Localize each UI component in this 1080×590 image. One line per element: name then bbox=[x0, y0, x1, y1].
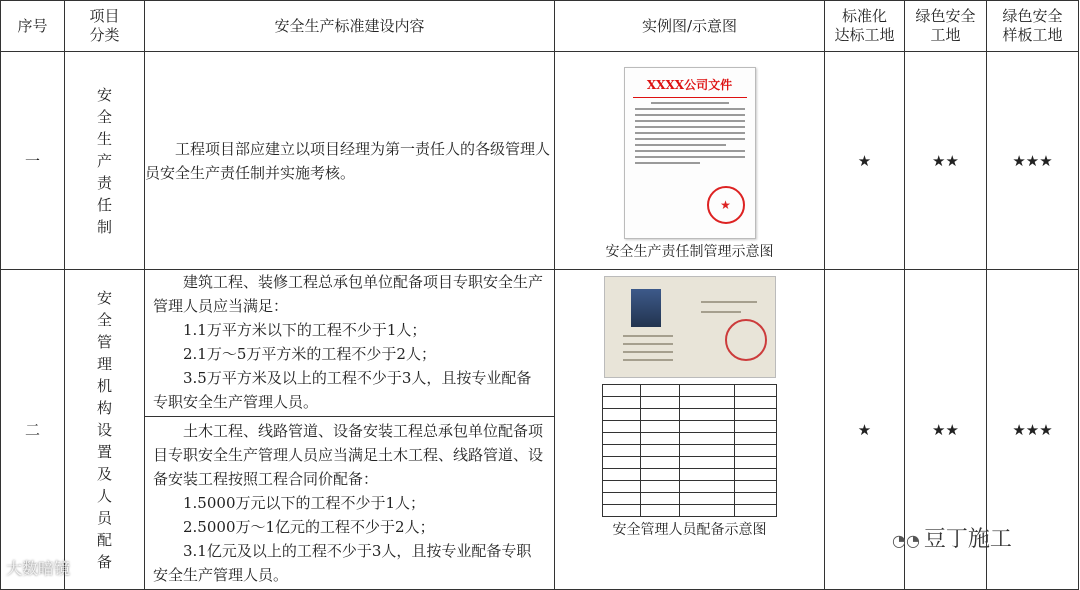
rating-green: ★★ bbox=[905, 270, 987, 590]
photo-icon bbox=[631, 289, 661, 327]
header-row bbox=[1, 1, 1079, 52]
row-example bbox=[555, 270, 825, 590]
row-example bbox=[555, 52, 825, 270]
rating-model: ★★★ bbox=[987, 52, 1079, 270]
content-block-civil: 土木工程、线路管道、设备安装工程总承包单位配备项目专职安全生产管理人员应当满足土木工程、线路管道、设备安装工程按照工程合同价配备： 1.5000万元以下的工程不少于1人； 2.5000万～1亿元的工程不少于2人； 3.1亿元及以上的工程不少于3人，且按专业配备专职安全生产管理人员。 bbox=[153, 422, 544, 584]
header-content: 安全生产标准建设内容 bbox=[145, 1, 555, 52]
rating-standard: ★ bbox=[825, 270, 905, 590]
row-category: 安全管理机构设置及人员配备 bbox=[65, 270, 145, 590]
example-caption: 安全生产责任制管理示意图 bbox=[605, 243, 774, 260]
row-content bbox=[145, 52, 555, 270]
rating-model: ★★★ bbox=[987, 270, 1079, 590]
row-index: 二 bbox=[1, 270, 65, 590]
row-index: 一 bbox=[1, 52, 65, 270]
certificate-image bbox=[604, 276, 776, 378]
example-caption: 安全管理人员配备示意图 bbox=[612, 522, 767, 538]
watermark-left: 大数暗镜 bbox=[6, 559, 71, 578]
header-level-model: 绿色安全 样板工地 bbox=[987, 1, 1079, 52]
rating-standard: ★ bbox=[825, 52, 905, 270]
document-title: XXXX公司文件 bbox=[646, 77, 733, 92]
document-image bbox=[624, 67, 756, 239]
content-paragraph: 工程项目部应建立以项目经理为第一责任人的各级管理人员安全生产责任制并实施考核。 bbox=[145, 139, 551, 182]
content-block-building: 建筑工程、装修工程总承包单位配备项目专职安全生产管理人员应当满足： 1.1万平方米以下的工程不少于1人； 2.1万～5万平方米的工程不少于2人； 3.5万平方米及以上的工程不少于3人，且按专业配备专职安全生产管理人员。 bbox=[145, 270, 554, 417]
seal-icon: ★ bbox=[707, 186, 745, 224]
row-content bbox=[145, 270, 555, 590]
rating-green: ★★ bbox=[905, 52, 987, 270]
watermark-right: ◔◔ 豆丁施工 bbox=[892, 527, 1012, 552]
header-level-green: 绿色安全 工地 bbox=[905, 1, 987, 52]
header-level-standard: 标准化 达标工地 bbox=[825, 1, 905, 52]
header-example: 实例图/示意图 bbox=[555, 1, 825, 52]
header-category: 项目 分类 bbox=[65, 1, 145, 52]
table-row bbox=[1, 52, 1079, 270]
row-category: 安全生产责任制 bbox=[65, 52, 145, 270]
header-index: 序号 bbox=[1, 1, 65, 52]
staffing-table-image bbox=[602, 384, 777, 517]
wechat-icon: ◔◔ bbox=[892, 531, 920, 550]
seal-icon bbox=[725, 319, 767, 361]
